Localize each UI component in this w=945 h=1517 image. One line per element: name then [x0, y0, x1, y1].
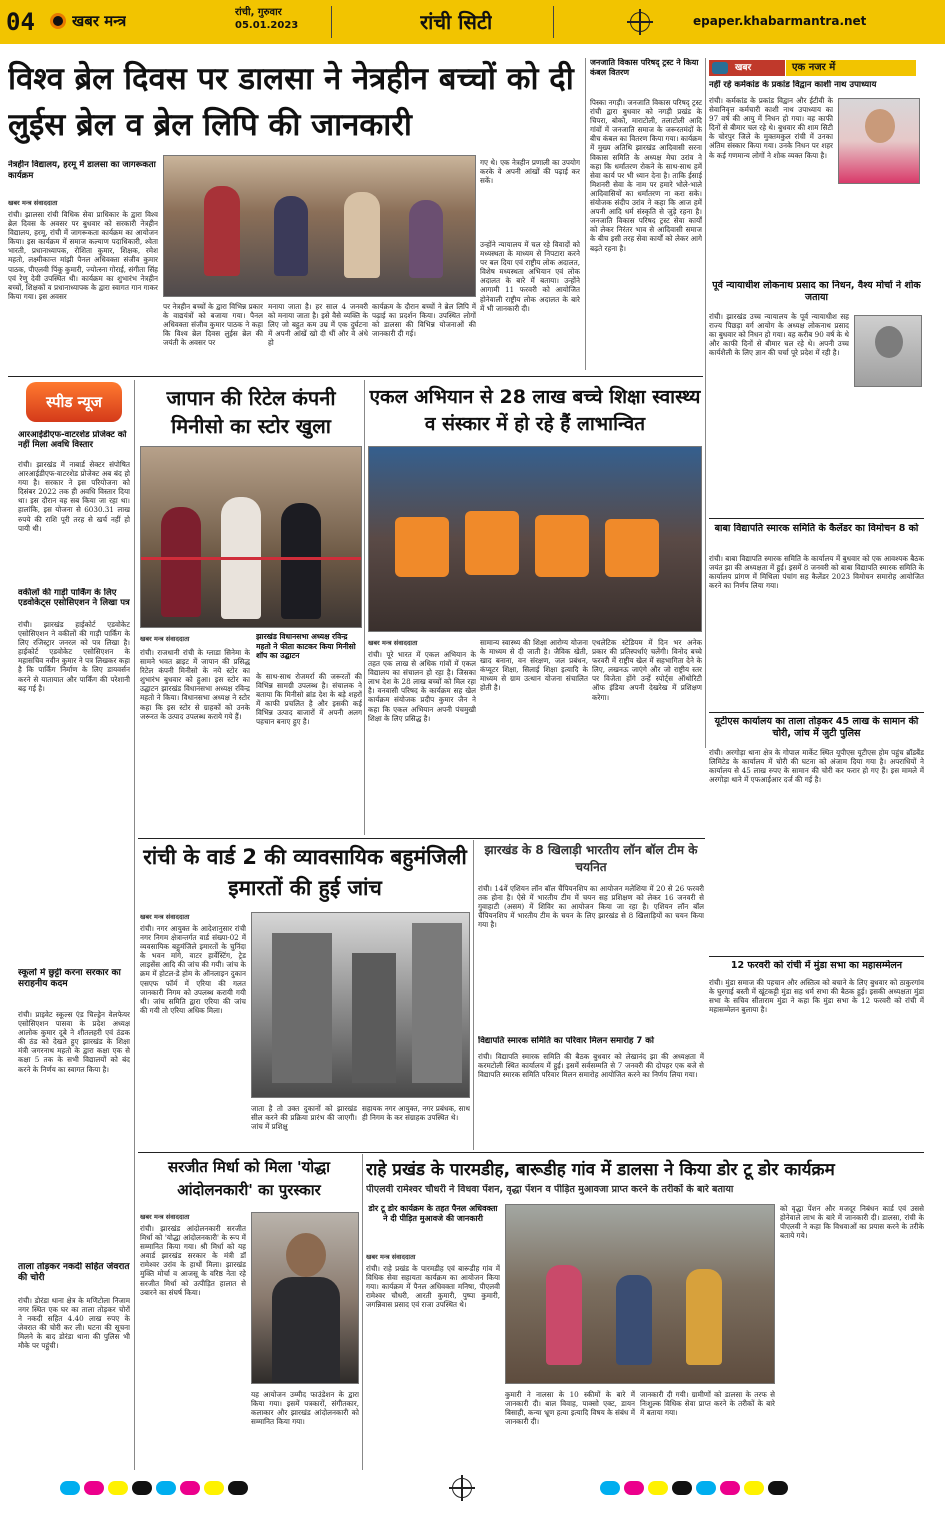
- speed-h4: ताला तोड़कर नकदी सहित जेवरात की चोरी: [18, 1262, 130, 1283]
- ward-col2: जाता है तो उक्त दुकानों को झारखंड सील करने की प्रक्रिया प्रारंभ की जाएगी। जांच में प्रशिक्षु: [251, 1104, 357, 1132]
- row-rule: [709, 712, 924, 713]
- dalsa2-subhead: पीएलवी रामेश्वर चौधरी ने विधवा पेंशन, वृद्धा पेंशन व पीड़ित मुआवजा प्राप्त करने के तरीकों के बारे बताया: [366, 1184, 734, 1195]
- judge-photo: [854, 315, 922, 387]
- speed-h2: वकीलों की गाड़ी पार्किंग के लिए एडवोकेट्स एसोसिएशन ने लिखा पत्र: [18, 588, 130, 608]
- speed-t3: रांची। प्राइवेट स्कूल्स एंड चिल्ड्रेन वेलफेयर एसोसिएशन पासवा के प्रदेश अध्यक्ष आलोक कुमार दूबे ने शीतलहरी एवं ठंडक की ठंड को देखते हुए झारखंड के शिक्षा मंत्री जगरनाथ महतो के द्वारा कक्षा एक से कक्षा 5 तक के सभी विद्यालयों को बंद करने के निर्णय का स्वागत किया है।: [18, 1010, 130, 1074]
- sarjit-photo: [251, 1212, 359, 1384]
- uti-headline: यूटीएस कार्यालय का ताला तोड़कर 45 लाख के सामान की चोरी, जांच में जुटी पुलिस: [714, 716, 919, 739]
- dalsa2-headline: राहे प्रखंड के पारमडीह, बारूडीह गांव में डालसा ने किया डोर टू डोर कार्यक्रम: [366, 1160, 835, 1180]
- lead-col2: पर नेत्रहीन बच्चों के द्वारा विभिन्न प्रकार के वाद्ययंत्रों को बजाया गया। पैनल अधिवक्ता संजीव कुमार पाठक ने कहा कि विश्व ब्रेल दिवस लुईस ब्रेल की जयंती के अवसर पर: [163, 302, 263, 348]
- byline: खबर मन्त्र संवाददाता: [140, 913, 190, 921]
- byline: खबर मन्त्र संवाददाता: [8, 199, 58, 207]
- japan-col2: के साथ-साथ रोजमर्रा की जरूरतों की विभिन्न सामग्री उपलब्ध है। संचालक ने बताया कि मिनीसो ब्रांड देश के बड़े शहरों में काफी प्रचलित है और इसकी कई विभिन्न उत्पाद बाजारों में अपनी अलग पहचान बनाए हुए है।: [256, 672, 362, 727]
- byline: खबर मन्त्र संवाददाता: [140, 1213, 190, 1221]
- lead-col3: मनाया जाता है। हर साल 4 जनवरी को मनाया जाता है। इसे वैसे व्यक्ति के लिए जो बहुत कम उम्र में एक दुर्घटना में अपनी आंखें खो दी थीं और वे अंधे हो: [268, 302, 368, 348]
- speed-news-label: स्पीड न्यूज: [26, 382, 122, 422]
- judge-headline: पूर्व न्यायाधीश लोकनाथ प्रसाद का निधन, वैश्य मोर्चा ने शोक जताया: [712, 280, 921, 303]
- obituary-photo: [838, 98, 920, 184]
- ward-col3: सहायक नगर आयुक्त, नगर प्रबंधक, साथ ही निगम के कर संग्राहक उपस्थित थे।: [362, 1104, 470, 1123]
- divider: [553, 6, 554, 38]
- ek-nazar-text: रांची। कर्मकांड के प्रकांड विद्वान और ईटीवी के सेवानिवृत्त कर्मचारी काशी नाथ उपाध्याय का 97 वर्ष की आयु में निधन हो गया। वह काफी दिनों से बीमार चल रहे थे। बुधवार की शाम सिटी के चोरपुर जिले के मुक्तमकुल रांची में उनका अंतिम संस्कार किया गया। उनके निधन पर शहर के कई गणमान्य लोगों ने शोक व्यक्त किया है।: [709, 96, 833, 160]
- row-rule: [138, 838, 705, 839]
- lawn-ball-text: रांची। 14वें एशियन लॉन बॉल चैंपियनशिप का आयोजन मलेशिया में 20 से 26 फरवरी तक होना है। ऐसे में भारतीय टीम में चयन सह प्रशिक्षण को लेकर 16 जनवरी से गुवाहाटी (असम) में शिविर का आयोजन किया जा रहा है। एशियन लॉन बॉल चैंपियनशिप में भारतीय टीम के चयन के लिए झारखंड से 8 खिलाड़ियों का चयन किया गया है।: [478, 884, 704, 930]
- vidyapati-cal-text: रांची। बाबा विद्यापति स्मारक समिति के कार्यालय में बुधवार को एक आवश्यक बैठक जयंत झा की अध्यक्षता में हुई। इसमें 8 जनवरी को बाबा विद्यापति स्मारक समिति के कार्यालय प्रांगण में मिथिला पंचांग सह कैलेंडर 2023 विमोचन समारोह आयोजित करने का निर्णय लिया गया।: [709, 554, 924, 591]
- lead-photo: [163, 155, 476, 297]
- sarjit-headline: सरजीत मिर्धा को मिला 'योद्धा आंदोलनकारी' का पुरस्कार: [167, 1158, 331, 1199]
- japan-col1: रांची। राजधानी रांची के ग्लाडा सिनेमा के सामने भवत ब्राइट में जापान की प्रसिद्ध रिटेल कंपनी मिनीसो के नये स्टोर का शुभारंभ बुधवार को हुआ। इस स्टोर का उद्घाटन झारखंड विधानसभा अध्यक्ष रविन्द्र महतो ने किया। विधानसभा अध्यक्ष ने स्टोर कहा कि इस स्टोर से ग्राहकों को उनके जरूरत के उत्पाद उपलब्ध कराये गये हैं।: [140, 648, 250, 721]
- sarjit-col1: रांची। झारखंड आंदोलनकारी सरजीत मिर्धा को 'योद्धा आंदोलनकारी' के रूप में सम्मानित किया गया। श्री मिर्धा को यह अवार्ड झारखंड सरकार के मंत्री डॉ रामेश्वर उरांव के हाथों मिला। झारखंड मुक्ति मोर्चा व आजसू के वरिष्ठ नेता रहे सरजीत मिर्धा को उत्पीड़ित हालात से उबारने का संघर्ष किया।: [140, 1224, 246, 1297]
- color-bar-left: [60, 1481, 248, 1495]
- vidyapati-cal-headline: बाबा विद्यापति स्मारक समिति के कैलेंडर का विमोचन 8 को: [714, 523, 919, 534]
- lawn-ball-headline: झारखंड के 8 खिलाड़ी भारतीय लॉन बॉल टीम के चयनित: [484, 843, 698, 874]
- section-title: रांची सिटी: [420, 10, 493, 34]
- dalsa2-photo: [505, 1204, 775, 1384]
- row-rule: [138, 1152, 924, 1153]
- column-rule: [364, 380, 365, 835]
- ekal-col2: सामान्य स्वास्थ्य की शिक्षा आरोग्य योजना के माध्यम से दी जाती है। जैविक खेती, खाद बनाना, वन संरक्षण, जल प्रबंधन, कंप्यूटर शिक्षा, सिलाई शिक्षा इत्यादि के माध्यम से ग्राम उत्थान योजना संचालित होती है।: [480, 638, 588, 693]
- japan-headline: जापान की रिटेल कंपनी मिनीसो का स्टोर खुला: [166, 386, 336, 438]
- munda-headline: 12 फरवरी को रांची में मुंडा सभा का महासम्मेलन: [730, 960, 903, 971]
- row-rule: [709, 956, 924, 957]
- brand-name: खबर मन्त्र: [72, 12, 127, 30]
- uti-text: रांची। अरगोड़ा थाना क्षेत्र के गोपाल मार्केट स्थित यूपीएस यूटीएस होम पहुंच ब्रॉडबैंड लिमिटेड के कार्यालय में चोरी की घटना को अंजाम दिया गया है। अपराधियों ने कार्यालय से 45 लाख रुपए के सामान की चोरी कर फरार हो गए हैं। इस मामले में अरगोड़ा थाने में एफआईआर दर्ज की गई है।: [709, 748, 924, 785]
- ward-photo: [251, 912, 470, 1098]
- ekal-col3: एथलेटिक स्टेडियम में दिन भर अनेक प्रकार की प्रतिस्पर्धाएं चलेंगी। विनोद बच्चे फरवरी में राष्ट्रीय खेल में सहभागिता देने के लिए, लखनऊ जाएंगे और जो राष्ट्रीय स्तर पर विजेता होंगे उन्हें स्पोर्ट्स ऑथोरिटी ऑफ इंडिया अपनी देखरेख में प्रशिक्षण करेगा।: [592, 638, 702, 702]
- miniso-photo: [140, 446, 362, 628]
- column-rule: [473, 840, 474, 1150]
- lead-col1: रांची। झालसा रांची विधिक सेवा प्राधिकार के द्वारा विश्व ब्रेल दिवस के अवसर पर बुधवार को सरकारी नेत्रहीन विद्यालय, हरमू, रांची में जागरूकता कार्यक्रम का आयोजन किया। इस कार्यक्रम में समाज कल्याण पदाधिकारी, श्वेता भारती, प्रधानाध्यापक, रोशिता कुमार, शिक्षक, रमेश महतो, लक्ष्मीकान्त मांझी पैनल अधिवक्ता संजीव कुमार पाठक, पीएलवी पिंकू कुमारी, ज्योत्स्ना गोराई, संगीता सिंह एवं रेणु देवी उपस्थित थी। कार्यक्रम का शुभारंभ नेत्रहीन बच्चों, शिक्षकों व प्रधानाध्यापक के द्वारा स्वागत गान गाकर किया गया। इस अवसर: [8, 210, 158, 301]
- row-rule: [8, 376, 703, 377]
- speed-h1: आरआईडीएफ-वाटरशेड प्रोजेक्ट को नहीं मिला अवधि विस्तार: [18, 430, 127, 450]
- divider: [331, 6, 332, 38]
- byline: खबर मन्त्र संवाददाता: [366, 1253, 416, 1261]
- ekal-headline: एकल अभियान से 28 लाख बच्चे शिक्षा स्वास्थ्य व संस्कार में हो रहे हैं लाभान्वित: [369, 386, 701, 435]
- dalsa2-col3: जानकारी दी गयी। ग्रामीणों को डालसा के तरफ से निःशुल्क विधिक सेवा प्राप्त करने के तरीकों के बारे में बताया गया।: [640, 1390, 775, 1418]
- issue-date: 05.01.2023: [235, 20, 299, 31]
- ek-nazar-label: एक नजर में: [786, 60, 916, 76]
- judge-text: रांची। झारखंड उच्च न्यायालय के पूर्व न्यायाधीश सह राज्य पिछड़ा वर्ग आयोग के अध्यक्ष लोकनाथ प्रसाद का बुधवार को निधन हो गया। वह करीब 90 वर्ष के थे और काफी दिनों से बीमार चल रहे थे। अपनी उच्च कार्यशैली के लिए ज्ञान की चर्चा पूरे प्रदेश में रही है।: [709, 312, 849, 358]
- lead-col4: गए थे। एक नेत्रहीन प्रणाली का उपयोग करके वे अपनी आंखों की पढ़ाई कर सकें।: [480, 158, 580, 186]
- ekal-photo: [368, 446, 702, 632]
- byline: खबर मन्त्र संवाददाता: [368, 639, 418, 647]
- munda-text: रांची। मुंडा समाज की पहचान और अस्तित्व को बचाने के लिए बुधवार को ठाकुरगांव के घुरगाई बस्ती में खूंटकट्टी मुंडा सह धर्म सभा की बैठक हुई। इसकी अध्यक्षता मुंडा सभा के सचिव सीताराम मुंडा ने कहा कि मुंडा सभा के 12 फरवरी को रांची में महासम्मेलन बुलाया है।: [709, 978, 924, 1015]
- byline: खबर मन्त्र संवाददाता: [140, 635, 190, 643]
- ek-nazar-headline: नहीं रहे कर्मकांड के प्रकांड विद्वान काशी नाथ उपाध्याय: [709, 80, 877, 90]
- blanket-text: पिस्का नगड़ी। जनजाति विकास परिषद् ट्रस्ट रांची द्वारा बुधवार को नगड़ी प्रखंड के चिपरा, बोको, माराटोली, तलाटोली आदि गांवों में जनजाति समाज के जरूरतमंदों के बीच कंबल का वितरण किया गया। कार्यक्रम में मुख्य अतिथि झारखंड आदिवासी सरना विकास समिति के अध्यक्ष मेघा उरांव ने कहा कि धर्मांतरण रोकने के साथ-साथ हमें सेवा कार्य पर भी ध्यान देना है। ताकि ईसाई मिशनरी सेवा के नाम पर हमारे भोले-भाले आदिवासियों का धर्मांतरण ना करा सके। संयोजक संदीप उरांव ने कहा कि आज हमें अपनी आदि धर्म संस्कृति से जुड़े रहना है। जनजाति विकास परिषद ट्रस्ट सेवा कार्यों को लेकर निरंतर भाव से आदिवासी समाज के बीच इसी तरह सेवा कार्यों को लेकर आगे बढ़ते रहना है।: [590, 98, 702, 253]
- lead-headline: विश्व ब्रेल दिवस पर डालसा ने नेत्रहीन बच्चों को दी लुईस ब्रेल व ब्रेल लिपि की जानकारी: [8, 61, 574, 143]
- speed-t2: रांची। झारखंड हाईकोर्ट एडवोकेट एसोसिएशन ने वकीलों की गाड़ी पार्किंग के लिए रजिस्ट्रार जनरल को पत्र लिखा है। हाईकोर्ट एडवोकेट एसोसिएशन के महासचिव नवीन कुमार ने पत्र लिखकर कहा है कि पार्किंग निर्माण के लिए डायवर्सन करने से यातायात और पार्किंग की परेशानी बढ़ गई है।: [18, 620, 130, 693]
- color-bar-right: [600, 1481, 788, 1495]
- lead-subhead: नेत्रहीन विद्यालय, हरमू में डालसा का जागरूकता कार्यक्रम: [8, 160, 156, 181]
- blanket-kicker: जनजाति विकास परिषद् ट्रस्ट ने किया कंबल वितरण: [590, 58, 699, 77]
- column-rule: [585, 58, 586, 370]
- registration-mark-icon: [452, 1478, 472, 1498]
- dalsa2-col1: रांची। राहे प्रखंड के पारमडीह एवं बारूडीह गांव में विधिक सेवा सहायता कार्यक्रम का आयोजन किया गया। कार्यक्रम में पैनल अधिवक्ता मनिषा, पीएलवी रामेश्वर चौधरी, आरती कुमारी, पुष्पा कुमारी, जगन्निवास प्रसाद एवं राजा उपस्थित थे।: [366, 1264, 500, 1310]
- ward-headline: रांची के वार्ड 2 की व्यावसायिक बहुमंजिली इमारतों की हुई जांच: [143, 845, 467, 900]
- brand-logo-icon: [50, 13, 66, 29]
- speed-h3: स्कूलों में छुट्टी करना सरकार का सराहनीय कदम: [18, 968, 121, 989]
- column-rule: [705, 58, 706, 748]
- dalsa2-col2: कुमारी ने नालसा के 10 स्कीमों के बारे में जानकारी दी। बाल विवाह, पाक्सो एक्ट, डायन बिसाही, कन्या भ्रूण हत्या इत्यादि विषय के संबंध में जानकारी दी।: [505, 1390, 635, 1427]
- vidyapati-meet-headline: विद्यापति स्मारक समिति का परिवार मिलन समारोह 7 को: [478, 1036, 654, 1046]
- ward-col1: रांची। नगर आयुक्त के आदेशानुसार रांची नगर निगम क्षेत्रान्तर्गत वार्ड संख्या-02 में व्यवसायिक बहुमंजिले इमारतों के चुनिंदा के भवन मांगे, वाटर हार्वेस्टिंग, ट्रेड लाइसेंस आदि की जांच की गयी। जांच के क्रम में होटल-डे होम के ऑनलाइन दुकान एसएफ फॉर्म में एरिया की गलत जानकारी निगम को उपलब्ध करायी गयी थी। जांच समिति द्वारा एरिया की जांच की गयी तो एरिया अधिक मिला।: [140, 924, 246, 1015]
- lead-col6: उन्होंने न्यायालय में चल रहे विवादों को मध्यस्थता के माध्यम से निपटारा करने पर बल दिया एवं राष्ट्रीय लोक अदालत, विशेष मध्यस्थता अभियान एवं लोक अदालत के बारे में बताया। उन्होंने आगामी 11 फरवरी को आयोजित होनेवाली राष्ट्रीय लोक अदालत के बारे में भी जानकारी दी।: [480, 240, 580, 313]
- column-rule: [362, 1154, 363, 1470]
- dalsa2-col4: को वृद्धा पेंशन और मजदूर निबंधन कार्ड एवं उससे होनेवाले लाभ के बारे में जानकारी दी। डालसा, रांची के पीएलवी ने कहा कि विधवाओं का प्रयास करने के तरीके बताये गये।: [780, 1204, 924, 1241]
- speed-t4: रांची। डोरंडा थाना क्षेत्र के मणिटोला निजाम नगर स्थित एक घर का ताला तोड़कर चोरों ने नकदी सहित 4.40 लाख रुपए के जेवरात की चोरी कर ली। घटना की सूचना मिलने के बाद डोरंडा थाना की पुलिस भी मौके पर पहुंची।: [18, 1296, 130, 1351]
- ek-nazar-brand: खबर: [709, 60, 785, 76]
- vidyapati-meet-text: रांची। विद्यापति स्मारक समिति की बैठक बुधवार को लेखानंद झा की अध्यक्षता में करमटोली स्थित कार्यालय में हुई। इसमें सर्वसम्मति से 7 जनवरी की दोपहर एक बजे से विद्यापति स्मारक समिति परिवार मिलन समारोह आयोजित करने का निर्णय लिया गया।: [478, 1052, 704, 1080]
- registration-mark-icon: [630, 12, 650, 32]
- row-rule: [709, 518, 924, 519]
- epaper-url[interactable]: epaper.khabarmantra.net: [693, 14, 867, 28]
- eye-icon: [712, 62, 728, 74]
- dalsa2-kicker: डोर टू डोर कार्यक्रम के तहत पैनल अधिवक्ता ने दी पीड़ित मुआवजे की जानकारी: [368, 1204, 498, 1223]
- japan-subhead: झारखंड विधानसभा अध्यक्ष रविन्द्र महतो ने फीता काटकर किया मिनीसो शॉप का उद्घाटन: [256, 632, 356, 660]
- city-day: रांची, गुरुवार: [235, 7, 282, 18]
- sarjit-col2: यह आयोजन उम्मीद फाउंडेशन के द्वारा किया गया। इसमें पत्रकारों, संगीतकार, कलाकार और झारखंड आंदोलनकारी को सम्मानित किया गया।: [251, 1390, 359, 1427]
- column-rule: [134, 380, 135, 1470]
- lead-col3b: कार्यक्रम के दौरान बच्चों ने ब्रेल लिपि में पढ़ाई का प्रदर्शन किया। उपस्थित लोगों को डालसा की विभिन्न योजनाओं की जानकारी दी गई।: [372, 302, 476, 339]
- date-line: [235, 6, 298, 32]
- page-number: 04: [6, 8, 35, 36]
- speed-t1: रांची। झारखंड में नाबार्ड सेक्टर संपोषित आरआईडीएफ-वाटरशेड प्रोजेक्ट अब बंद हो गया है। सरकार ने इस परियोजना को दिसंबर 2022 तक ही अवधि विस्तार दिया था। इस दौरान वह सब किया जा रहा था। हालांकि, इस योजना से 6030.31 लाख रुपये की राशि पूरी तरह से खर्च नहीं हो पायी थी।: [18, 460, 130, 533]
- ekal-col1: रांची। पूरे भारत में एकल अभियान के तहत एक लाख से अधिक गांवों में एकल विद्यालय का संचालन हो रहा है। जिसका लाभ देश के 28 लाख बच्चों को मिल रहा है। वनवासी परिषद के कार्यक्रम सह खेल कार्यक्रम संयोजक प्रदीप कुमार जैन ने कहा कि एकल अभियान अपनी पंचमुखी शिक्षा के लिए प्रसिद्ध है।: [368, 650, 476, 723]
